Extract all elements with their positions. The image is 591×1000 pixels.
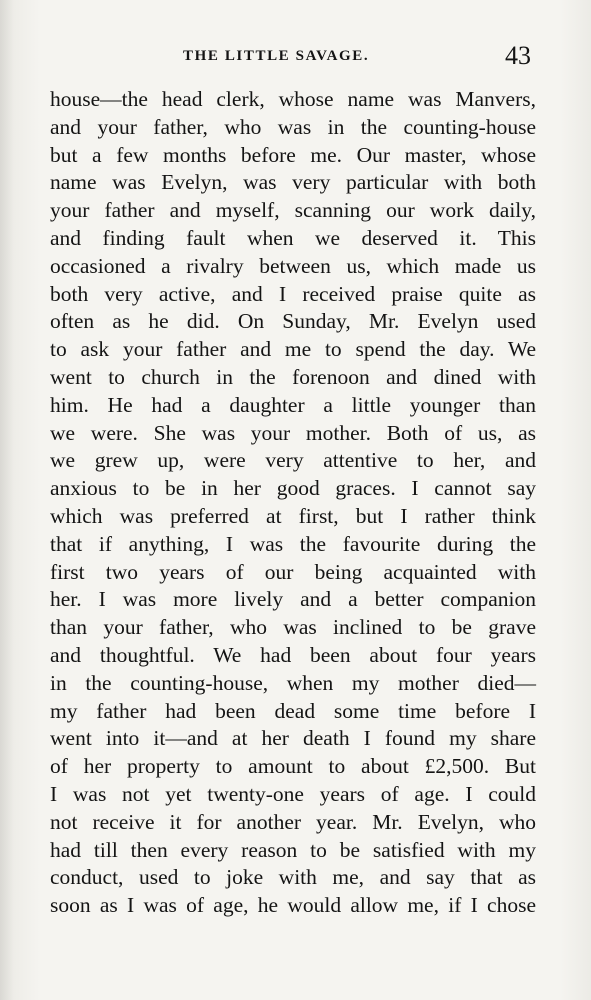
text-line: not receive it for another year. Mr. Evelyn, who	[50, 809, 536, 834]
text-line: soon as I was of age, he would allow me, if I chose	[50, 893, 536, 918]
text-line: my father had been dead some time before I	[50, 698, 536, 723]
text-line: him. He had a daughter a little younger than	[50, 392, 536, 417]
text-line: that if anything, I was the favourite during the	[50, 531, 536, 556]
text-line: we grew up, were very attentive to her, and	[50, 448, 536, 473]
text-line: house—the head clerk, whose name was Manvers,	[50, 87, 536, 111]
text-line: anxious to be in her good graces. I cannot say	[50, 476, 536, 501]
page-header	[0, 41, 591, 74]
text-line: first two years of our being acquainted with	[50, 559, 536, 584]
text-line: had till then every reason to be satisfied with my	[50, 837, 536, 862]
body-text	[50, 86, 536, 920]
text-line: occasioned a rivalry between us, which made us	[50, 253, 536, 278]
text-line: both very active, and I received praise quite as	[50, 281, 536, 306]
text-line: but a few months before me. Our master, whose	[50, 142, 536, 167]
text-line: went into it—and at her death I found my share	[50, 726, 536, 751]
text-line: often as he did. On Sunday, Mr. Evelyn used	[50, 309, 536, 334]
text-line: your father and myself, scanning our work daily,	[50, 198, 536, 223]
text-line: than your father, who was inclined to be grave	[50, 615, 536, 640]
text-line: and your father, who was in the counting-house	[50, 114, 536, 139]
running-title: THE LITTLE SAVAGE.	[183, 48, 370, 64]
page-number: 43	[505, 41, 531, 70]
text-line: conduct, used to joke with me, and say that as	[50, 865, 536, 890]
text-line: of her property to amount to about £2,500. But	[50, 754, 536, 779]
text-line: in the counting-house, when my mother died—	[50, 670, 536, 695]
text-line: name was Evelyn, was very particular with both	[50, 170, 536, 195]
text-line: went to church in the forenoon and dined with	[50, 364, 536, 389]
text-line: and thoughtful. We had been about four years	[50, 642, 536, 667]
text-line: to ask your father and me to spend the day. We	[50, 337, 536, 362]
text-line: we were. She was your mother. Both of us, as	[50, 420, 536, 445]
text-line: her. I was more lively and a better companion	[50, 587, 536, 612]
text-line: and finding fault when we deserved it. This	[50, 225, 536, 250]
text-line: which was preferred at first, but I rather think	[50, 503, 536, 528]
text-line: I was not yet twenty-one years of age. I could	[50, 781, 536, 806]
